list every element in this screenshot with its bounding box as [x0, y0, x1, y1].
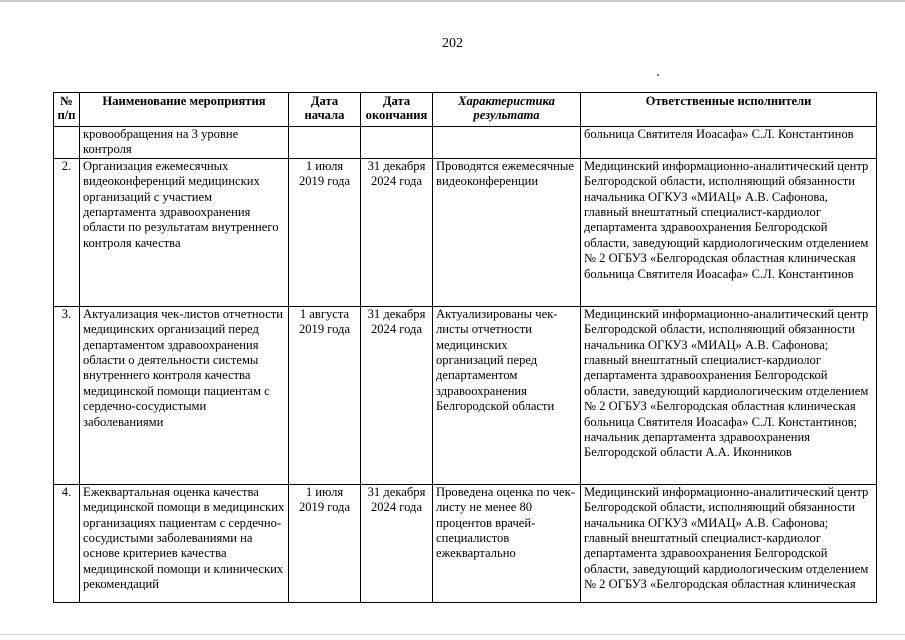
header-result: Характеристика результата: [433, 93, 581, 127]
header-end: Дата окончания: [361, 93, 433, 127]
row-end: 31 декабря 2024 года: [361, 484, 433, 602]
row-result: Проводятся ежемесячные видеоконференции: [433, 158, 581, 306]
table-row: [54, 484, 877, 602]
table-header-row: [54, 93, 877, 127]
header-start: Дата начала: [289, 93, 361, 127]
scan-dot: [657, 74, 659, 76]
table-row: [54, 127, 877, 159]
row-result: Актуализированы чек-листы отчетности медицинских организаций перед департаментом здравоохранения Белгородской области: [433, 306, 581, 484]
row-num: 2.: [54, 158, 80, 306]
row-name: Актуализация чек-листов отчетности медицинских организаций перед департаментом здравоохранения области о деятельности системы внутреннего контроля качества медицинской помощи пациентам с сердечно-сосудистыми заболеваниями: [80, 306, 289, 484]
row-end: 31 декабря 2024 года: [361, 306, 433, 484]
row-start: 1 августа 2019 года: [289, 306, 361, 484]
page-bottom-edge: [0, 634, 905, 635]
page-number: 202: [442, 36, 463, 51]
row-responsible: Медицинский информационно-аналитический центр Белгородской области, исполняющий обязанности начальника ОГКУЗ «МИАЦ» А.В. Сафонова; главный внештатный специалист-кардиолог департамента здравоохранения Белгородской области, заведующий кардиологическим отделением № 2 ОГБУЗ «Белгородская областная клиническая: [581, 484, 877, 602]
measures-table: [53, 92, 877, 603]
row-responsible: Медицинский информационно-аналитический центр Белгородской области, исполняющий обязанности начальника ОГКУЗ «МИАЦ» А.В. Сафонова; главный внештатный специалист-кардиолог департамента здравоохранения Белгородской области, заведующий кардиологическим отделением № 2 ОГБУЗ «Белгородская областная клиническая больница Святителя Иоасафа» С.Л. Константинов; начальник департамента здравоохранения Белгородской области А.А. Иконников: [581, 306, 877, 484]
row-end: 31 декабря 2024 года: [361, 158, 433, 306]
row-start: 1 июля 2019 года: [289, 158, 361, 306]
table-row: [54, 306, 877, 484]
header-name: Наименование мероприятия: [80, 93, 289, 127]
row-name: Ежеквартальная оценка качества медицинской помощи в медицинских организациях пациентам с сердечно-сосудистыми заболеваниями на основе критериев качества медицинской помощи и клинических рекомендаций: [80, 484, 289, 602]
row-responsible: Медицинский информационно-аналитический центр Белгородской области, исполняющий обязанности начальника ОГКУЗ «МИАЦ» А.В. Сафонова, главный внештатный специалист-кардиолог департамента здравоохранения Белгородской области, заведующий кардиологическим отделением № 2 ОГБУЗ «Белгородская областная клиническая больница Святителя Иоасафа» С.Л. Константинов: [581, 158, 877, 306]
header-num: № п/п: [54, 93, 80, 127]
row-name: Организация ежемесячных видеоконференций медицинских организаций с участием департамента здравоохранения области по результатам внутреннего контроля качества: [80, 158, 289, 306]
row-num: 4.: [54, 484, 80, 602]
row-start: [289, 127, 361, 159]
row-end: [361, 127, 433, 159]
row-result: Проведена оценка по чек-листу не менее 80 процентов врачей-специалистов ежеквартально: [433, 484, 581, 602]
page-top-edge: [0, 0, 905, 2]
row-num: 3.: [54, 306, 80, 484]
header-responsible: Ответственные исполнители: [581, 93, 877, 127]
row-start: 1 июля 2019 года: [289, 484, 361, 602]
row-num: [54, 127, 80, 159]
table-row: [54, 158, 877, 306]
row-result: [433, 127, 581, 159]
row-responsible: больница Святителя Иоасафа» С.Л. Константинов: [581, 127, 877, 159]
row-name: кровообращения на 3 уровне контроля: [80, 127, 289, 159]
